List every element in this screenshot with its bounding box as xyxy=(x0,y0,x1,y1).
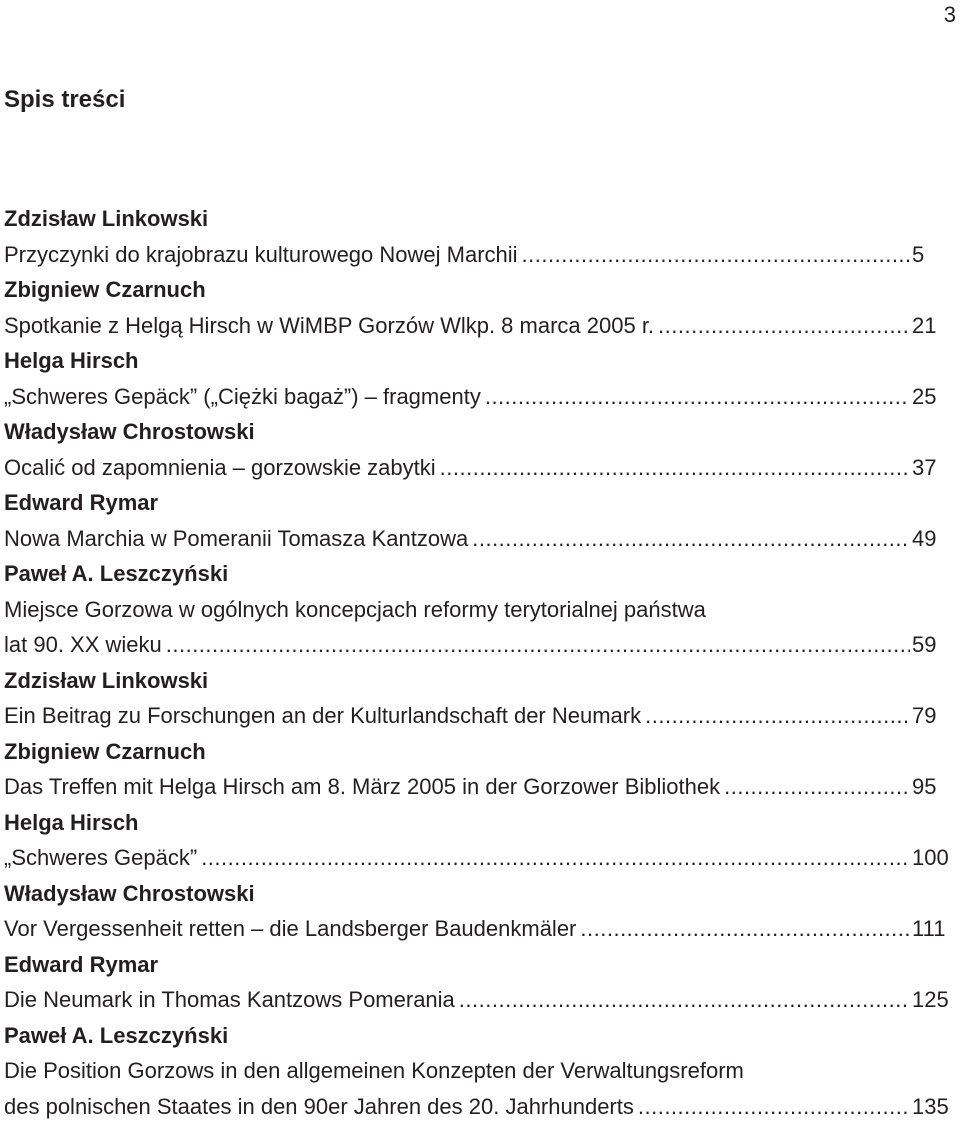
entry-author: Helga Hirsch xyxy=(4,343,952,379)
entry-line[interactable] xyxy=(4,698,952,734)
dot-leader xyxy=(472,521,910,557)
entry-line[interactable] xyxy=(4,840,952,876)
dot-leader xyxy=(658,308,910,344)
toc-entry xyxy=(4,414,952,485)
entry-page-number: 100 xyxy=(912,840,952,876)
entry-page-number: 37 xyxy=(912,450,952,486)
entry-line[interactable] xyxy=(4,237,952,273)
entry-title: Spotkanie z Helgą Hirsch w WiMBP Gorzów Wlkp. 8 marca 2005 r. xyxy=(4,308,654,344)
entry-line[interactable] xyxy=(4,379,952,415)
entry-title: lat 90. XX wieku xyxy=(4,627,162,663)
entry-title: Das Treffen mit Helga Hirsch am 8. März 2005 in der Gorzower Bibliothek xyxy=(4,769,720,805)
entry-page-number: 5 xyxy=(912,237,952,273)
entry-line[interactable] xyxy=(4,521,952,557)
entry-page-number: 21 xyxy=(912,308,952,344)
dot-leader xyxy=(580,911,910,947)
entry-title: „Schweres Gepäck” („Ciężki bagaż”) – fragmenty xyxy=(4,379,481,415)
toc-entry xyxy=(4,1018,952,1124)
toc-entry xyxy=(4,485,952,556)
entry-author: Paweł A. Leszczyński xyxy=(4,1018,952,1054)
dot-leader xyxy=(645,698,910,734)
page-number: 3 xyxy=(944,2,956,28)
toc-entry xyxy=(4,805,952,876)
entry-line[interactable] xyxy=(4,982,952,1018)
entry-author: Helga Hirsch xyxy=(4,805,952,841)
toc-entry xyxy=(4,876,952,947)
entry-line[interactable] xyxy=(4,627,952,663)
entry-page-number: 135 xyxy=(912,1089,952,1124)
entry-title: Ocalić od zapomnienia – gorzowskie zabytki xyxy=(4,450,436,486)
entry-page-number: 49 xyxy=(912,521,952,557)
entry-title: Ein Beitrag zu Forschungen an der Kulturlandschaft der Neumark xyxy=(4,698,641,734)
entry-page-number: 59 xyxy=(912,627,952,663)
entry-title: „Schweres Gepäck” xyxy=(4,840,197,876)
toc-entry xyxy=(4,343,952,414)
entry-author: Władysław Chrostowski xyxy=(4,414,952,450)
entry-title: Przyczynki do krajobrazu kulturowego Nowej Marchii xyxy=(4,237,518,273)
dot-leader xyxy=(440,450,910,486)
entry-author: Paweł A. Leszczyński xyxy=(4,556,952,592)
toc-entry xyxy=(4,663,952,734)
entry-author: Zbigniew Czarnuch xyxy=(4,272,952,308)
table-of-contents xyxy=(4,201,952,1124)
entry-line[interactable] xyxy=(4,769,952,805)
entry-author: Zbigniew Czarnuch xyxy=(4,734,952,770)
entry-line[interactable] xyxy=(4,911,952,947)
entry-title-line1: Miejsce Gorzowa w ogólnych koncepcjach reformy terytorialnej państwa xyxy=(4,592,952,628)
entry-author: Zdzisław Linkowski xyxy=(4,663,952,699)
entry-title-line1: Die Position Gorzows in den allgemeinen Konzepten der Verwaltungsreform xyxy=(4,1053,952,1089)
toc-title: Spis treści xyxy=(4,86,125,114)
entry-author: Władysław Chrostowski xyxy=(4,876,952,912)
entry-page-number: 95 xyxy=(912,769,952,805)
entry-author: Zdzisław Linkowski xyxy=(4,201,952,237)
entry-page-number: 111 xyxy=(912,911,952,947)
toc-entry xyxy=(4,272,952,343)
entry-page-number: 79 xyxy=(912,698,952,734)
dot-leader xyxy=(459,982,910,1018)
dot-leader xyxy=(724,769,910,805)
dot-leader xyxy=(485,379,910,415)
entry-line[interactable] xyxy=(4,308,952,344)
entry-title: Vor Vergessenheit retten – die Landsberger Baudenkmäler xyxy=(4,911,576,947)
dot-leader xyxy=(166,627,910,663)
entry-title: des polnischen Staates in den 90er Jahren des 20. Jahrhunderts xyxy=(4,1089,634,1124)
entry-title: Nowa Marchia w Pomeranii Tomasza Kantzowa xyxy=(4,521,468,557)
entry-line[interactable] xyxy=(4,1089,952,1124)
dot-leader xyxy=(638,1089,910,1124)
entry-page-number: 25 xyxy=(912,379,952,415)
entry-page-number: 125 xyxy=(912,982,952,1018)
entry-author: Edward Rymar xyxy=(4,485,952,521)
entry-line[interactable] xyxy=(4,450,952,486)
toc-entry xyxy=(4,947,952,1018)
toc-entry xyxy=(4,734,952,805)
entry-title: Die Neumark in Thomas Kantzows Pomerania xyxy=(4,982,455,1018)
dot-leader xyxy=(201,840,910,876)
dot-leader xyxy=(522,237,910,273)
entry-author: Edward Rymar xyxy=(4,947,952,983)
toc-entry xyxy=(4,556,952,663)
toc-entry xyxy=(4,201,952,272)
